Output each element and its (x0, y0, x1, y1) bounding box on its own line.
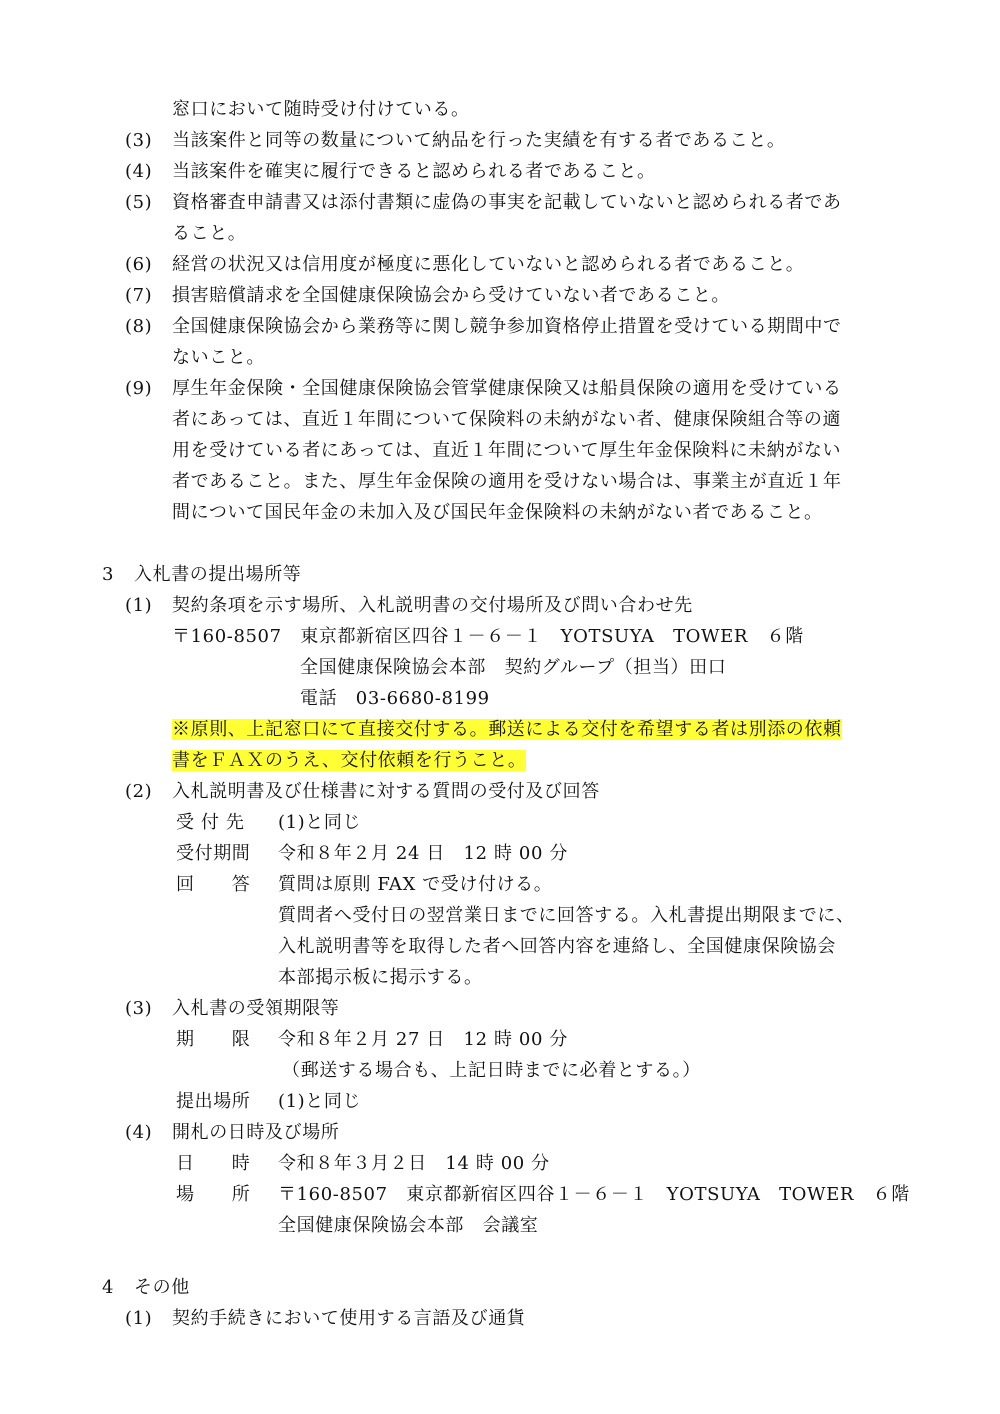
item-number: (8) (125, 316, 153, 337)
item-text: 当該案件を確実に履行できると認められる者であること。 (172, 161, 656, 182)
text-line: ないこと。 (172, 347, 265, 368)
item-text: 当該案件と同等の数量について納品を行った実績を有する者であること。 (172, 130, 786, 151)
text-line: 者にあっては、直近１年間について保険料の未納がない者、健康保険組合等の適 (172, 409, 842, 430)
field-value: (1)と同じ (278, 1091, 362, 1112)
text-line: 入札説明書等を取得した者へ回答内容を連絡し、全国健康保険協会 (278, 936, 836, 957)
item-number: (1) (125, 1308, 153, 1329)
field-label: 提出場所 (176, 1091, 251, 1112)
item-number: (4) (125, 1122, 153, 1143)
section-number: 3 (102, 564, 115, 585)
text-line: （郵送する場合も、上記日時までに必着とする。） (282, 1060, 701, 1081)
field-value: 令和８年３月２日 14 時 00 分 (278, 1153, 550, 1174)
text-line: 本部掲示板に掲示する。 (278, 967, 483, 988)
field-value: 令和８年２月 24 日 12 時 00 分 (278, 843, 568, 864)
field-label: 期 限 (176, 1029, 251, 1050)
item-number: (4) (125, 161, 153, 182)
item-text: 損害賠償請求を全国健康保険協会から受けていない者であること。 (172, 285, 730, 306)
text-line: 者であること。また、厚生年金保険の適用を受けない場合は、事業主が直近１年 (172, 471, 842, 492)
text-line: 間について国民年金の未加入及び国民年金保険料の未納がない者であること。 (172, 502, 823, 523)
item-number: (7) (125, 285, 153, 306)
text-line: 窓口において随時受け付けている。 (172, 99, 470, 120)
notice-line (172, 715, 842, 745)
item-text: 資格審査申請書又は添付書類に虚偽の事実を記載していないと認められる者であ (172, 192, 842, 213)
text-line: ること。 (172, 223, 247, 244)
section-heading: その他 (134, 1277, 190, 1298)
item-text: 入札書の受領期限等 (172, 998, 340, 1019)
phone-line: 電話 03-6680-8199 (300, 688, 490, 709)
item-text: 厚生年金保険・全国健康保険協会管掌健康保険又は船員保険の適用を受けている (172, 378, 842, 399)
item-text: 開札の日時及び場所 (172, 1122, 340, 1143)
section-heading: 入札書の提出場所等 (134, 564, 302, 585)
field-value: 令和８年２月 27 日 12 時 00 分 (278, 1029, 568, 1050)
contact-line: 全国健康保険協会本部 契約グループ（担当）田口 (300, 657, 727, 678)
field-label: 日 時 (176, 1153, 251, 1174)
field-value: 〒160-8507 東京都新宿区四谷１－６－１ YOTSUYA TOWER ６階 (278, 1184, 910, 1205)
field-label: 受 付 先 (176, 812, 245, 833)
field-value: (1)と同じ (278, 812, 362, 833)
item-text: 契約条項を示す場所、入札説明書の交付場所及び問い合わせ先 (172, 595, 693, 616)
text-line: 全国健康保険協会本部 会議室 (278, 1215, 539, 1236)
highlighted-text: 書をＦＡＸのうえ、交付依頼を行うこと。 (172, 750, 527, 771)
item-number: (3) (125, 998, 153, 1019)
address-line: 〒160-8507 東京都新宿区四谷１－６－１ YOTSUYA TOWER ６階 (172, 626, 804, 647)
highlighted-text: ※原則、上記窓口にて直接交付する。郵送による交付を希望する者は別添の依頼 (172, 719, 842, 740)
item-text: 全国健康保険協会から業務等に関し競争参加資格停止措置を受けている期間中で (172, 316, 842, 337)
item-text: 入札説明書及び仕様書に対する質問の受付及び回答 (172, 781, 600, 802)
item-number: (2) (125, 781, 153, 802)
field-label: 受付期間 (176, 843, 251, 864)
field-label: 場 所 (176, 1184, 251, 1205)
notice-line (172, 746, 526, 776)
item-text: 経営の状況又は信用度が極度に悪化していないと認められる者であること。 (172, 254, 805, 275)
text-line: 質問者へ受付日の翌営業日までに回答する。入札書提出期限までに、 (278, 905, 855, 926)
text-line: 用を受けている者にあっては、直近１年間について厚生年金保険料に未納がない (172, 440, 842, 461)
field-value: 質問は原則 FAX で受け付ける。 (278, 874, 553, 895)
field-label: 回 答 (176, 874, 251, 895)
item-number: (9) (125, 378, 153, 399)
section-number: 4 (102, 1277, 115, 1298)
item-number: (5) (125, 192, 153, 213)
item-text: 契約手続きにおいて使用する言語及び通貨 (172, 1308, 526, 1329)
item-number: (6) (125, 254, 153, 275)
item-number: (3) (125, 130, 153, 151)
item-number: (1) (125, 595, 153, 616)
